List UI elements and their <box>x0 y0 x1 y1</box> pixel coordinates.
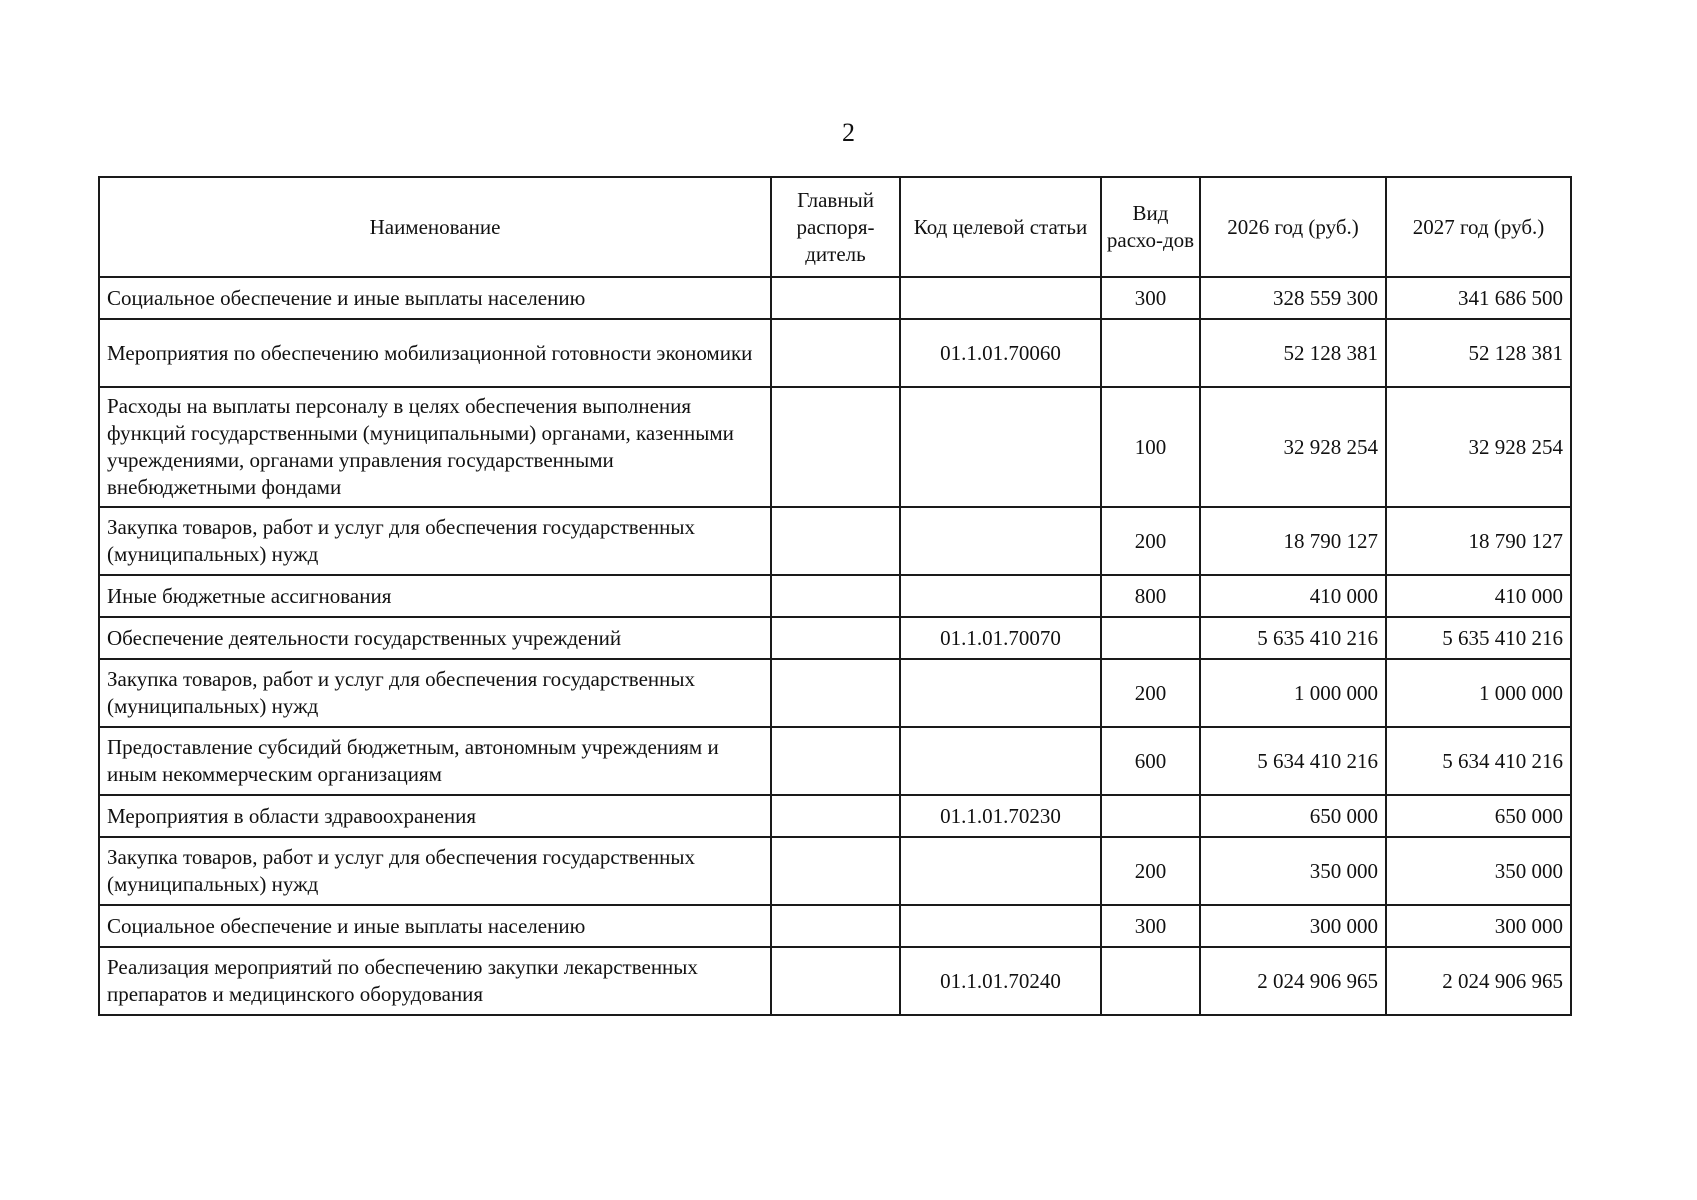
table-row <box>99 319 1571 387</box>
cell-name: Предоставление субсидий бюджетным, автономным учреждениям и иным некоммерческим организациям <box>99 727 771 795</box>
cell-main-manager <box>771 575 900 617</box>
cell-type: 200 <box>1101 507 1200 575</box>
cell-code: 01.1.01.70070 <box>900 617 1101 659</box>
cell-2026: 350 000 <box>1200 837 1386 905</box>
cell-2026: 18 790 127 <box>1200 507 1386 575</box>
header-name: Наименование <box>99 177 771 277</box>
cell-main-manager <box>771 947 900 1015</box>
cell-2027: 52 128 381 <box>1386 319 1571 387</box>
table-row <box>99 947 1571 1015</box>
cell-2027: 2 024 906 965 <box>1386 947 1571 1015</box>
cell-name: Социальное обеспечение и иные выплаты населению <box>99 277 771 319</box>
cell-type <box>1101 947 1200 1015</box>
header-code: Код целевой статьи <box>900 177 1101 277</box>
table-row <box>99 659 1571 727</box>
cell-code <box>900 387 1101 507</box>
cell-code <box>900 727 1101 795</box>
table-row <box>99 575 1571 617</box>
cell-main-manager <box>771 507 900 575</box>
table-row <box>99 727 1571 795</box>
cell-code: 01.1.01.70060 <box>900 319 1101 387</box>
cell-main-manager <box>771 837 900 905</box>
cell-code <box>900 507 1101 575</box>
page-number: 2 <box>842 118 855 147</box>
cell-code <box>900 659 1101 727</box>
cell-main-manager <box>771 727 900 795</box>
cell-2026: 300 000 <box>1200 905 1386 947</box>
cell-type: 200 <box>1101 659 1200 727</box>
cell-name: Мероприятия в области здравоохранения <box>99 795 771 837</box>
table-body <box>99 277 1571 1015</box>
budget-table <box>98 176 1572 1016</box>
cell-2026: 5 635 410 216 <box>1200 617 1386 659</box>
cell-name: Закупка товаров, работ и услуг для обеспечения государственных (муниципальных) нужд <box>99 659 771 727</box>
cell-name: Обеспечение деятельности государственных учреждений <box>99 617 771 659</box>
cell-2027: 18 790 127 <box>1386 507 1571 575</box>
cell-2026: 410 000 <box>1200 575 1386 617</box>
cell-2026: 32 928 254 <box>1200 387 1386 507</box>
table-row <box>99 617 1571 659</box>
header-row <box>99 177 1571 277</box>
cell-name: Закупка товаров, работ и услуг для обеспечения государственных (муниципальных) нужд <box>99 507 771 575</box>
table-row <box>99 277 1571 319</box>
table-row <box>99 387 1571 507</box>
cell-type: 300 <box>1101 905 1200 947</box>
cell-2027: 410 000 <box>1386 575 1571 617</box>
cell-2026: 650 000 <box>1200 795 1386 837</box>
cell-name: Закупка товаров, работ и услуг для обеспечения государственных (муниципальных) нужд <box>99 837 771 905</box>
cell-type <box>1101 795 1200 837</box>
cell-code: 01.1.01.70230 <box>900 795 1101 837</box>
header-year-2027: 2027 год (руб.) <box>1386 177 1571 277</box>
cell-2027: 350 000 <box>1386 837 1571 905</box>
cell-type: 300 <box>1101 277 1200 319</box>
cell-name: Расходы на выплаты персоналу в целях обеспечения выполнения функций государственными (муниципальными) органами, казенными учреждениями, органами управления государственными внебюджетными фондами <box>99 387 771 507</box>
cell-main-manager <box>771 905 900 947</box>
cell-2027: 5 635 410 216 <box>1386 617 1571 659</box>
cell-main-manager <box>771 617 900 659</box>
cell-2026: 2 024 906 965 <box>1200 947 1386 1015</box>
cell-type: 600 <box>1101 727 1200 795</box>
cell-name: Иные бюджетные ассигнования <box>99 575 771 617</box>
cell-code <box>900 277 1101 319</box>
cell-code <box>900 837 1101 905</box>
cell-2027: 300 000 <box>1386 905 1571 947</box>
cell-2027: 1 000 000 <box>1386 659 1571 727</box>
cell-name: Социальное обеспечение и иные выплаты населению <box>99 905 771 947</box>
cell-2026: 1 000 000 <box>1200 659 1386 727</box>
cell-name: Реализация мероприятий по обеспечению закупки лекарственных препаратов и медицинского оборудования <box>99 947 771 1015</box>
cell-2026: 52 128 381 <box>1200 319 1386 387</box>
cell-2027: 341 686 500 <box>1386 277 1571 319</box>
cell-type: 100 <box>1101 387 1200 507</box>
cell-main-manager <box>771 277 900 319</box>
cell-2027: 32 928 254 <box>1386 387 1571 507</box>
header-type: Вид расхо-дов <box>1101 177 1200 277</box>
table-row <box>99 837 1571 905</box>
cell-main-manager <box>771 795 900 837</box>
cell-name: Мероприятия по обеспечению мобилизационной готовности экономики <box>99 319 771 387</box>
cell-type <box>1101 319 1200 387</box>
cell-2026: 328 559 300 <box>1200 277 1386 319</box>
cell-main-manager <box>771 319 900 387</box>
cell-2027: 5 634 410 216 <box>1386 727 1571 795</box>
cell-code <box>900 575 1101 617</box>
table-row <box>99 507 1571 575</box>
cell-code: 01.1.01.70240 <box>900 947 1101 1015</box>
table-header <box>99 177 1571 277</box>
cell-2027: 650 000 <box>1386 795 1571 837</box>
cell-type: 200 <box>1101 837 1200 905</box>
table-row <box>99 905 1571 947</box>
header-main-manager: Главный распоря-дитель <box>771 177 900 277</box>
cell-type <box>1101 617 1200 659</box>
cell-code <box>900 905 1101 947</box>
cell-main-manager <box>771 387 900 507</box>
cell-2026: 5 634 410 216 <box>1200 727 1386 795</box>
header-year-2026: 2026 год (руб.) <box>1200 177 1386 277</box>
cell-type: 800 <box>1101 575 1200 617</box>
cell-main-manager <box>771 659 900 727</box>
table-row <box>99 795 1571 837</box>
